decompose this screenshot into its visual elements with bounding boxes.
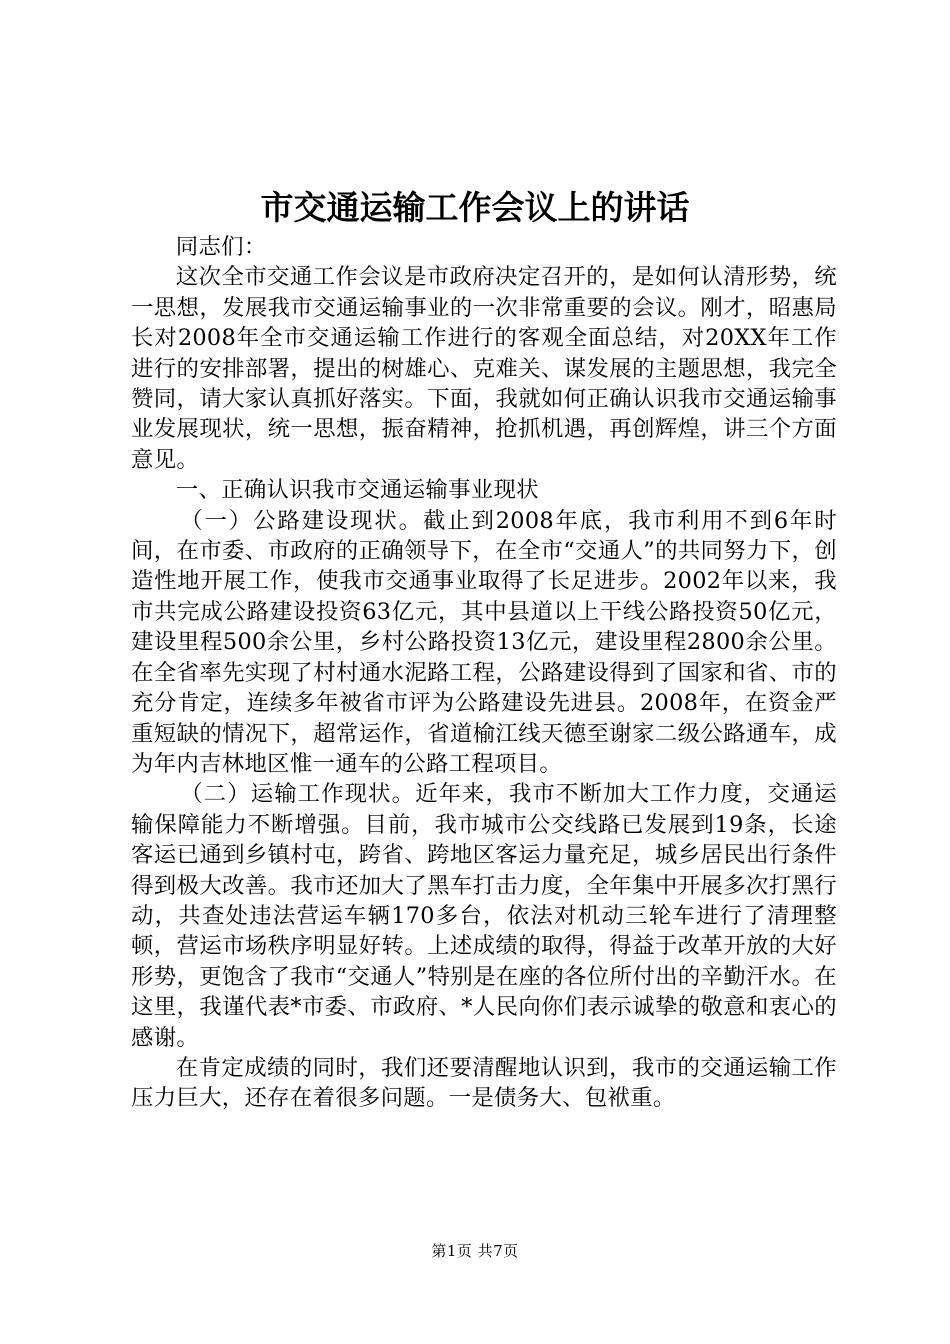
paragraph-road-construction: （一）公路建设现状。截止到2008年底，我市利用不到6年时间，在市委、市政府的正确领导下，在全市“交通人”的共同努力下，创造性地开展工作，使我市交通事业取得了长足进步。2002年以来，我市共完成公路建设投资63亿元，其中县道以上干线公路投资50亿元，建设里程500余公里，乡村公路投资13亿元，建设里程2800余公里。在全省率先实现了村村通水泥路工程，公路建设得到了国家和省、市的充分肯定，连续多年被省市评为公路建设先进县。2008年，在资金严重短缺的情况下，超常运作，省道榆江线天德至谢家二级公路通车，成为年内吉林地区惟一通车的公路工程项目。 <box>131 507 837 777</box>
paragraph-problems: 在肯定成绩的同时，我们还要清醒地认识到，我市的交通运输工作压力巨大，还存在着很多问题。一是债务大、包袱重。 <box>131 1054 837 1112</box>
document-title: 市交通运输工作会议上的讲话 <box>260 188 690 227</box>
paragraph-intro: 这次全市交通工作会议是市政府决定召开的，是如何认清形势，统一思想，发展我市交通运输事业的一次非常重要的会议。刚才，昭惠局长对2008年全市交通运输工作进行的客观全面总结，对20XX年工作进行的安排部署，提出的树雄心、克难关、谋发展的主题思想，我完全赞同，请大家认真抓好落实。下面，我就如何正确认识我市交通运输事业发展现状，统一思想，振奋精神，抢抓机遇，再创辉煌，讲三个方面意见。 <box>131 264 837 473</box>
salutation: 同志们： <box>175 234 267 260</box>
section-heading: 一、正确认识我市交通运输事业现状 <box>175 477 539 504</box>
paragraph-transport-work: （二）运输工作现状。近年来，我市不断加大工作力度，交通运输保障能力不断增强。目前，我市城市公交线路已发展到19条，长途客运已通到乡镇村屯，跨省、跨地区客运力量充足，城乡居民出行条件得到极大改善。我市还加大了黑车打击力度，全年集中开展多次打黑行动，共查处违法营运车辆170多台，依法对机动三轮车进行了清理整顿，营运市场秩序明显好转。上述成绩的取得，得益于改革开放的大好形势，更饱含了我市“交通人”特别是在座的各位所付出的辛勤汗水。在这里，我谨代表*市委、市政府、*人民向你们表示诚挚的敬意和衷心的感谢。 <box>131 781 837 1051</box>
page-number-footer: 第1页 共7页 <box>431 1242 519 1260</box>
document-body <box>131 232 837 1114</box>
